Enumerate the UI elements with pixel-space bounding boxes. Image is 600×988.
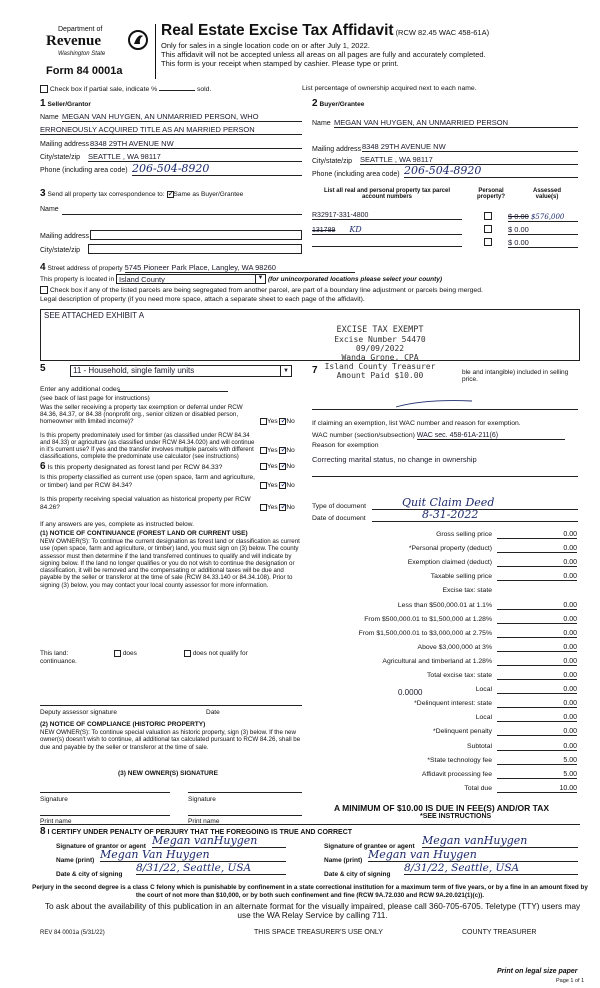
chevron-down-icon: ▼ bbox=[255, 275, 265, 284]
tax-row bbox=[312, 559, 577, 571]
county-select[interactable]: Island County ▼ bbox=[116, 274, 266, 284]
buyer-heading: 2 Buyer/Grantee bbox=[312, 98, 365, 109]
seller-phone-field[interactable]: 206-504-8920 bbox=[132, 162, 302, 176]
notice-compliance-text: NEW OWNER(S): To continue special valuation as historic property, sign (3) below. If the new owner(s) doesn't wish to continue, all additional tax calculated pursuant to RCW 84.26, shall be due and payable by the seller or transferor at the time of sale. bbox=[40, 729, 301, 751]
tax-row-label: *Personal property (deduct) bbox=[408, 545, 492, 553]
assessed-value-1-handwritten: $576,000 bbox=[530, 213, 565, 221]
section7-text: ble and intangible) included in selling price. bbox=[462, 369, 569, 383]
stamp-line5: Island County Treasurer bbox=[324, 362, 436, 371]
seller-mail-label: Mailing address bbox=[40, 141, 90, 148]
forest-yes-no: Yes ✓ No bbox=[260, 463, 295, 470]
tax-row-label: Total due bbox=[464, 784, 492, 792]
grantee-name-field[interactable]: Megan van Huygen bbox=[368, 848, 578, 862]
tax-row bbox=[312, 700, 577, 712]
personal-property-section: 7 ble and intangible) included in selling price. bbox=[312, 365, 578, 376]
buyer-phone-label: Phone (including area code) bbox=[312, 171, 400, 178]
seller-name-line1[interactable]: MEGAN VAN HUYGEN, AN UNMARRIED PERSON, WHO bbox=[62, 112, 302, 122]
perjury-notice: Perjury in the second degree is a class C felony which is punishable by confinement in a state correctional institution for a maximum term of five years, or by a fine in an amount fixed by the court of not more than $10,000, or by both such confinement and fine (RCW 9A.72.030 and RCW 9A.20.021(1)(c)). bbox=[32, 884, 588, 899]
owner-print-line-1[interactable] bbox=[40, 815, 170, 816]
forest-no-checkbox[interactable]: ✓ bbox=[280, 461, 288, 470]
parcel-number-1[interactable]: R32917-331-4800 bbox=[312, 212, 462, 220]
tax-row-value[interactable]: 10.00 bbox=[497, 785, 577, 793]
owner-signature-label-2: Signature bbox=[188, 796, 216, 803]
stamp-line6: Amount Paid $10.00 bbox=[336, 371, 424, 380]
corr-name-label: Name bbox=[40, 206, 59, 213]
tax-row bbox=[312, 587, 577, 599]
doc-date-field[interactable]: 8-31-2022 bbox=[372, 508, 578, 522]
tax-row-value[interactable]: 0.00 bbox=[497, 714, 577, 722]
tax-row bbox=[312, 545, 577, 557]
tax-row-value[interactable]: 5.00 bbox=[497, 757, 577, 765]
tax-row-label: Local bbox=[475, 714, 492, 722]
deputy-signature-line[interactable] bbox=[40, 705, 302, 706]
county-treasurer-label: COUNTY TREASURER bbox=[462, 929, 537, 936]
tax-row bbox=[312, 630, 577, 642]
title-ref: (RCW 82.45 WAC 458-61A) bbox=[395, 28, 490, 37]
historic-yes-checkbox[interactable] bbox=[260, 504, 267, 511]
does-option: does bbox=[114, 650, 137, 657]
minimum-due-note: A MINIMUM OF $10.00 IS DUE IN FEE(S) AND/OR TAX bbox=[334, 803, 550, 813]
tax-row-label: From $500,000.01 to $1,500,000 at 1.28% bbox=[364, 615, 492, 623]
seller-phone-label: Phone (including area code) bbox=[40, 167, 128, 174]
availability-notice: To ask about the availability of this publication in an alternate format for the visually impaired, please call 360-705-6705. Teletype (TTY) users may use the WA Relay Service by calling 711. bbox=[44, 901, 581, 920]
stamp-line3: 09/09/2022 bbox=[355, 344, 405, 353]
tax-row-label: *State technology fee bbox=[427, 756, 492, 764]
grantor-date-label: Date & city of signing bbox=[56, 871, 123, 878]
buyer-mail-label: Mailing address bbox=[312, 146, 362, 153]
owner-signature-line-1[interactable] bbox=[40, 792, 170, 793]
current-use-question: Is this property classified as current use (open space, farm and agriculture, or timber) land per RCW 84.34? bbox=[40, 474, 255, 489]
correspondence-heading: 3 Send all property tax correspondence to: ✓ Same as Buyer/Grantee bbox=[40, 188, 244, 199]
tax-row-value[interactable]: 5.00 bbox=[497, 771, 577, 779]
tax-row-label: Above $3,000,000 at 3% bbox=[417, 643, 492, 651]
parcel-number-2[interactable]: 131789 KD bbox=[312, 225, 462, 235]
same-as-buyer-checkbox[interactable]: ✓ bbox=[167, 188, 175, 198]
partial-sale-row bbox=[40, 85, 580, 93]
historic-yes-no: Yes ✓ No bbox=[260, 504, 295, 511]
tax-row-value[interactable]: 0.00 bbox=[497, 700, 577, 708]
tax-row bbox=[312, 602, 577, 614]
seller-section bbox=[40, 98, 302, 186]
tax-row-label: Local bbox=[475, 686, 492, 694]
forest-land-question: 6 Is this property designated as forest land per RCW 84.33? bbox=[40, 461, 223, 472]
parcel-table bbox=[312, 188, 578, 258]
tax-row-value[interactable]: 0.00 bbox=[497, 728, 577, 736]
tax-correspondence-section bbox=[40, 188, 302, 258]
partial-sale-label: Check box if partial sale, indicate % bbox=[49, 85, 158, 93]
tax-row-value[interactable]: 0.00 bbox=[497, 672, 577, 680]
stamp-line1: EXCISE TAX EXEMPT bbox=[336, 325, 424, 335]
owner-print-label-1: Print name bbox=[40, 818, 72, 825]
exemption-reason-field[interactable]: Correcting marital status, no change in ownership bbox=[312, 455, 477, 464]
tax-row-value[interactable]: 0.00 bbox=[497, 602, 577, 610]
stamp-line4: Wanda Grone, CPA bbox=[341, 353, 419, 362]
tax-row-value[interactable]: 0.00 bbox=[497, 573, 577, 581]
grantee-signature-field[interactable]: Megan vanHuygen bbox=[422, 834, 578, 848]
grantee-date-label: Date & city of signing bbox=[324, 871, 391, 878]
doc-type-field[interactable]: Quit Claim Deed bbox=[372, 496, 578, 510]
tax-row-value[interactable]: 0.00 bbox=[497, 658, 577, 666]
grantor-name-field[interactable]: Megan Van Huygen bbox=[100, 848, 286, 862]
segregated-checkbox[interactable] bbox=[40, 286, 48, 294]
exemption-yes-no: Yes ✓ No bbox=[260, 418, 295, 425]
tax-row bbox=[312, 785, 577, 797]
tax-row-label: *Delinquent penalty bbox=[433, 728, 492, 736]
buyer-name-field[interactable]: MEGAN VAN HUYGEN, AN UNMARRIED PERSON bbox=[334, 118, 578, 128]
grantee-sig-label: Signature of grantee or agent bbox=[324, 843, 415, 850]
personal-property-list-line[interactable] bbox=[312, 409, 578, 410]
exemption-yes-checkbox[interactable] bbox=[260, 418, 267, 425]
new-owner-signature-title: (3) NEW OWNER(S) SIGNATURE bbox=[118, 770, 218, 777]
corr-name-field[interactable] bbox=[62, 214, 302, 215]
grantor-sig-label: Signature of grantor or agent bbox=[56, 843, 146, 850]
personal-property-header: Personal property? bbox=[476, 188, 505, 200]
current-use-yes-checkbox[interactable] bbox=[260, 482, 267, 489]
tax-row-label: Total excise tax: state bbox=[427, 672, 492, 679]
buyer-section bbox=[312, 98, 578, 186]
assessed-value-header: Assessed value(s) bbox=[532, 188, 562, 200]
owner-print-line-2[interactable] bbox=[188, 815, 302, 816]
dept-line3: Washington State bbox=[58, 51, 106, 57]
wac-row: WAC number (section/subsection) WAC sec. 458-61A-211(6) bbox=[312, 432, 565, 440]
tax-row-value[interactable]: 0.00 bbox=[497, 630, 577, 638]
owner-signature-label-1: Signature bbox=[40, 796, 68, 803]
exemption-reason-label: Reason for exemption bbox=[312, 442, 379, 449]
see-back-note: (see back of last page for instructions) bbox=[40, 395, 150, 402]
tax-row-label: Taxable selling price bbox=[430, 573, 492, 581]
additional-codes-label: Enter any additional codes bbox=[40, 386, 121, 393]
seller-city-label: City/state/zip bbox=[40, 154, 81, 161]
tax-row-value[interactable]: 0.00 bbox=[497, 743, 577, 751]
deputy-date-label: Date bbox=[206, 709, 220, 716]
owner-print-label-2: Print name bbox=[188, 818, 220, 825]
dor-logo bbox=[40, 26, 158, 64]
legal-size-note: Print on legal size paper bbox=[497, 968, 578, 975]
wac-number-field[interactable]: WAC sec. 458-61A-211(6) bbox=[417, 432, 565, 440]
notice-continuance-title: (1) NOTICE OF CONTINUANCE (FOREST LAND OR CURRENT USE) bbox=[40, 530, 248, 537]
seller-city-field[interactable]: SEATTLE , WA 98117 bbox=[88, 152, 302, 162]
tax-row-label: Less than $500,000.01 at 1.1% bbox=[397, 601, 492, 609]
section8-top-rule bbox=[40, 824, 580, 825]
chevron-down-icon: ▼ bbox=[280, 366, 291, 377]
grantee-date-field[interactable]: 8/31/22, Seattle, USA bbox=[404, 862, 578, 875]
personal-property-checkbox-3[interactable] bbox=[484, 238, 492, 246]
does-not-checkbox[interactable] bbox=[184, 650, 191, 657]
title-block bbox=[161, 22, 581, 68]
local-rate-value: 0.0000 bbox=[398, 688, 423, 697]
parcel-number-3[interactable] bbox=[312, 238, 462, 247]
page-number: Page 1 of 1 bbox=[556, 978, 585, 984]
personal-property-checkbox-2[interactable] bbox=[484, 225, 492, 233]
historic-question: Is this property receiving special valuation as historical property per RCW 84.26? bbox=[40, 496, 251, 511]
header-divider bbox=[155, 24, 156, 79]
county-note: (for unincorporated locations please select your county) bbox=[267, 275, 443, 283]
buyer-city-field[interactable]: SEATTLE , WA 98117 bbox=[360, 155, 578, 165]
parcel-2-initials: KD bbox=[349, 225, 362, 234]
if-yes-note: If any answers are yes, complete as instructed below. bbox=[40, 521, 194, 528]
tax-row-label: Excise tax: state bbox=[442, 587, 492, 595]
tax-row bbox=[312, 573, 577, 585]
doc-date-label: Date of document bbox=[312, 515, 366, 522]
buyer-mail-field[interactable]: 8348 29TH AVENUE NW bbox=[362, 142, 578, 152]
assessed-value-3[interactable]: $ 0.00 bbox=[508, 238, 578, 248]
does-not-option: does not qualify for bbox=[184, 650, 248, 657]
tax-row-value[interactable]: 0.00 bbox=[497, 644, 577, 652]
use-code-select[interactable]: 11 - Household, single family units ▼ bbox=[70, 365, 292, 377]
tax-row-label: Subtotal bbox=[467, 742, 492, 750]
assessed-value-2[interactable]: $ 0.00 bbox=[508, 225, 578, 235]
seller-name-label: Name bbox=[40, 114, 59, 121]
notice-continuance-text: NEW OWNER(S): To continue the current designation as forest land or classification as current use (open space, farm and agriculture, or timber) land, you must sign on (3) below. The county assessor must then determine if the land transferred continues to qualify and will indicate by signing below. If the land no longer qualifies or you do not wish to continue the designation or classification, it will be removed and the compensating or additional taxes will be due and payable by the seller or transferor at the time of sale (RCW 84.33.140 or 84.34.108). Prior to signing (3) below, you may contact your local county assessor for more information. bbox=[40, 538, 300, 589]
dor-emblem-icon bbox=[128, 30, 148, 50]
buyer-city-label: City/state/zip bbox=[312, 158, 353, 165]
deputy-signature-label: Deputy assessor signature bbox=[40, 709, 117, 716]
stamp-line2: Excise Number 54470 bbox=[334, 335, 426, 344]
subtitle-3: This form is your receipt when stamped by cashier. Please type or print. bbox=[161, 59, 399, 68]
additional-codes-field[interactable] bbox=[118, 391, 228, 392]
seller-heading: 1 Seller/Grantor bbox=[40, 98, 91, 109]
revision-label: REV 84 0001a (5/31/22) bbox=[40, 930, 105, 936]
partial-sold: sold. bbox=[196, 85, 212, 93]
tax-row bbox=[312, 771, 577, 783]
assessed-value-1[interactable]: $ 0.00 $576,000 bbox=[508, 212, 578, 222]
buyer-phone-field[interactable]: 206-504-8920 bbox=[404, 164, 578, 178]
corr-mail-field[interactable] bbox=[90, 230, 302, 240]
legal-description-field[interactable]: SEE ATTACHED EXHIBIT A bbox=[40, 309, 580, 361]
exemption-claim-label: If claiming an exemption, list WAC number and reason for exemption. bbox=[312, 420, 521, 427]
legal-description-label: Legal description of property (if you need more space, attach a separate sheet to each page of the affidavit). bbox=[40, 296, 365, 303]
buyer-name-label: Name bbox=[312, 120, 331, 127]
timber-yes-checkbox[interactable] bbox=[260, 447, 267, 454]
street-address-field[interactable]: 5745 Pioneer Park Place, Langley, WA 98260 bbox=[125, 263, 355, 273]
tax-row-label: Gross selling price bbox=[436, 531, 492, 538]
page-title: Real Estate Excise Tax Affidavit bbox=[161, 22, 394, 39]
tax-row bbox=[312, 743, 577, 755]
grantor-date-field[interactable]: 8/31/22, Seattle, USA bbox=[136, 862, 286, 875]
certify-heading: 8 I CERTIFY UNDER PENALTY OF PERJURY THAT THE FOREGOING IS TRUE AND CORRECT bbox=[40, 826, 353, 837]
street-address-row: 4 Street address of property 5745 Pioneer Park Place, Langley, WA 98260 bbox=[40, 262, 580, 273]
tax-row-value[interactable]: 0.00 bbox=[497, 686, 577, 694]
subtitle-1: Only for sales in a single location code on or after July 1, 2022. bbox=[161, 41, 370, 50]
tax-row-label: Exemption claimed (deduct) bbox=[407, 559, 492, 567]
subtitle-2: This affidavit will not be accepted unless all areas on all pages are fully and accurately completed. bbox=[161, 50, 486, 59]
tax-row-value[interactable]: 0.00 bbox=[497, 559, 577, 567]
county-row: This property is located in Island County ▼ (for unincorporated locations please select your county) bbox=[40, 275, 443, 284]
grantor-signature-field[interactable]: Megan vanHuygen bbox=[152, 834, 286, 848]
partial-pct-field[interactable] bbox=[159, 90, 195, 91]
doc-type-label: Type of document bbox=[312, 503, 367, 510]
timber-no-checkbox[interactable]: ✓ bbox=[280, 445, 288, 454]
corr-city-field[interactable] bbox=[88, 244, 302, 254]
tax-row-label: Affidavit processing fee bbox=[421, 770, 492, 778]
current-use-no-checkbox[interactable]: ✓ bbox=[280, 480, 288, 489]
current-use-yes-no: Yes ✓ No bbox=[260, 482, 295, 489]
corr-mail-label: Mailing address bbox=[40, 233, 90, 240]
corr-city-label: City/state/zip bbox=[40, 247, 81, 254]
tax-row bbox=[312, 672, 577, 684]
tax-row bbox=[312, 616, 577, 628]
form-number: Form 84 0001a bbox=[46, 65, 123, 77]
exemption-reason-line bbox=[312, 476, 578, 477]
partial-sale-checkbox[interactable] bbox=[40, 85, 48, 93]
grantee-name-label: Name (print) bbox=[324, 857, 363, 864]
tax-row bbox=[312, 757, 577, 769]
tax-row bbox=[312, 531, 577, 543]
tax-row-value[interactable]: 0.00 bbox=[497, 616, 577, 624]
tax-row-value[interactable]: 0.00 bbox=[497, 545, 577, 553]
exemption-no-checkbox[interactable]: ✓ bbox=[280, 416, 288, 425]
tax-row bbox=[312, 728, 577, 740]
personal-property-checkbox-1[interactable] bbox=[484, 212, 492, 220]
tax-row bbox=[312, 644, 577, 656]
see-instructions-note: *SEE INSTRUCTIONS bbox=[420, 813, 492, 820]
seller-mail-field[interactable]: 8348 29TH AVENUE NW bbox=[90, 139, 302, 149]
notice-compliance-title: (2) NOTICE OF COMPLIANCE (HISTORIC PROPERTY) bbox=[40, 721, 206, 728]
property-location-section bbox=[40, 262, 580, 303]
historic-no-checkbox[interactable]: ✓ bbox=[280, 502, 288, 511]
dept-line2: Revenue bbox=[46, 33, 101, 49]
seller-name-line2[interactable]: ERRONEOUSLY ACQUIRED TITLE AS AN MARRIED PERSON bbox=[40, 125, 302, 135]
list-percentage-note: List percentage of ownership acquired next to each name. bbox=[302, 85, 477, 92]
parcel-header: List all real and personal property tax parcel account numbers bbox=[323, 188, 451, 200]
this-land-label: This land: bbox=[40, 650, 69, 657]
does-checkbox[interactable] bbox=[114, 650, 121, 657]
tax-row-value[interactable]: 0.00 bbox=[497, 531, 577, 539]
forest-yes-checkbox[interactable] bbox=[260, 463, 267, 470]
exemption-question: Was the seller receiving a property tax exemption or deferral under RCW 84.36, 84.37, or 84.38 (nonprofit org., senior citizen or disabled person, homeowner with limited income)? bbox=[40, 404, 243, 425]
tax-row-label: From $1,500,000.01 to $3,000,000 at 2.75% bbox=[358, 629, 492, 637]
timber-question: Is this property predominately used for timber (as classified under RCW 84.34 and 84.33) or agriculture (as classified under RCW 84.34.020) and will continue in it's current use? If yes and the transfer involves multiple parcels with different classifications, complete the predominate use calculator (see instructions) bbox=[40, 432, 255, 460]
tax-row bbox=[312, 658, 577, 670]
dept-line1: Department of bbox=[58, 26, 103, 33]
tax-row bbox=[312, 714, 577, 726]
owner-signature-line-2[interactable] bbox=[188, 792, 302, 793]
treasurer-use-label: THIS SPACE TREASURER'S USE ONLY bbox=[254, 929, 383, 936]
grantor-name-label: Name (print) bbox=[56, 857, 95, 864]
tax-row-label: Agricultural and timberland at 1.28% bbox=[382, 657, 492, 665]
continuance-label: continuance. bbox=[40, 658, 77, 665]
tax-row bbox=[312, 686, 577, 698]
segregated-row: Check box if any of the listed parcels are being segregated from another parcel, are part of a boundary line adjustment or parcels being merged. bbox=[40, 286, 580, 294]
tax-row-label: *Delinquent interest: state bbox=[414, 700, 492, 708]
land-use-section: 5 11 - Household, single family units ▼ bbox=[40, 363, 302, 374]
timber-yes-no: Yes ✓ No bbox=[260, 447, 295, 454]
